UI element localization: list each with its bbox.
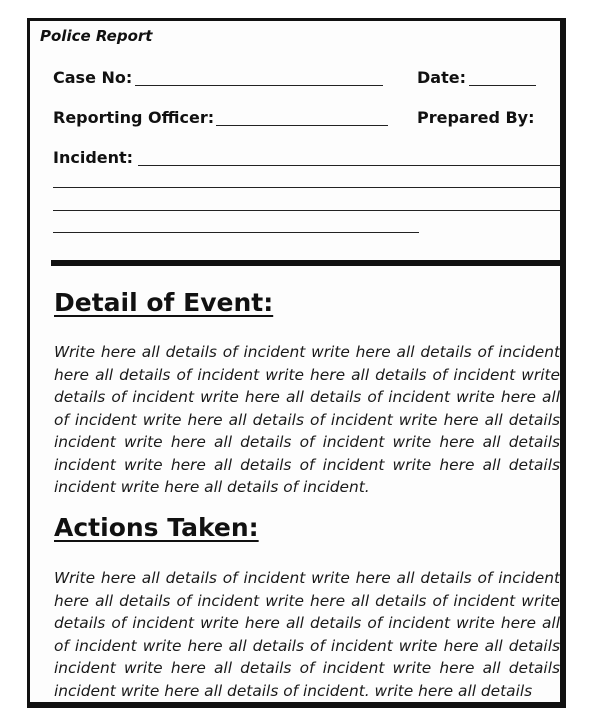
detail-of-event-heading: Detail of Event:: [54, 288, 274, 317]
incident-field[interactable]: [138, 165, 564, 166]
document-title: Police Report: [40, 27, 153, 45]
detail-of-event-text: Write here all details of incident write here all details of incident here all details of incident write here all details of incident write details of incident write here all details of incident write here all of incident write here all details of incident write here all details incident write here all details of incident write here all details incident write here all details of incident write here all details incident write here all details of incident.: [54, 343, 560, 496]
incident-field-line-3[interactable]: [53, 210, 564, 211]
prepared-by-label: Prepared By:: [417, 108, 535, 127]
case-no-label: Case No:: [53, 68, 133, 87]
case-no-field[interactable]: [135, 85, 383, 86]
reporting-officer-label: Reporting Officer:: [53, 108, 215, 127]
incident-label: Incident:: [53, 148, 134, 167]
police-report-form: [27, 18, 566, 708]
reporting-officer-field[interactable]: [216, 125, 388, 126]
actions-taken-text: Write here all details of incident write here all details of incident here all details of incident write here all details of incident write details of incident write here all details of incident write here all of incident write here all details of incident write here all details incident write here all details of incident write here all details incident write here all details of incident. write here all details: [54, 569, 560, 700]
date-field[interactable]: [469, 85, 536, 86]
date-label: Date:: [417, 68, 466, 87]
section-divider: [51, 260, 565, 266]
incident-field-line-4[interactable]: [53, 232, 419, 233]
actions-taken-heading: Actions Taken:: [54, 513, 259, 542]
incident-field-line-2[interactable]: [53, 187, 564, 188]
